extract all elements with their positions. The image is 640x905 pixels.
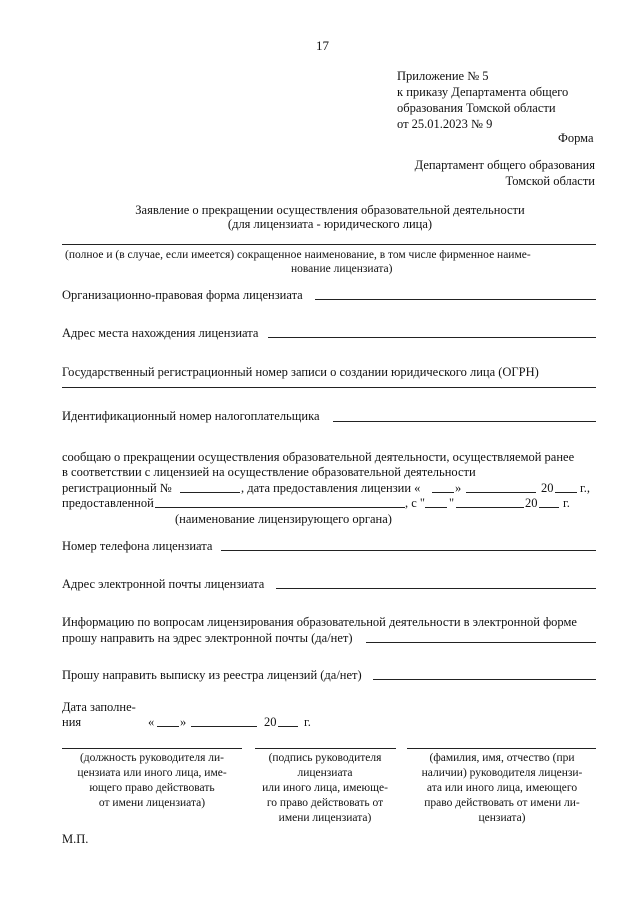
- page-number: 17: [316, 38, 329, 53]
- statement-line-1: сообщаю о прекращении осуществления образовательной деятельности, осуществляемой ранее: [62, 450, 575, 464]
- from-day-field[interactable]: [425, 507, 447, 508]
- position-caption-line: (должность руководителя ли-: [79, 752, 225, 764]
- signature-caption-line: имени лицензиата): [278, 812, 372, 824]
- org-form-field[interactable]: [315, 299, 596, 300]
- reg-number-field[interactable]: [180, 492, 240, 493]
- from-year-field[interactable]: [539, 507, 559, 508]
- phone-field[interactable]: [221, 550, 596, 551]
- signature-caption-line: го право действовать от: [266, 797, 384, 809]
- fill-year-prefix: 20: [264, 715, 277, 729]
- full-name-caption-line: ата или иного лица, имеющего: [426, 782, 578, 794]
- ogrn-label: Государственный регистрационный номер записи о создании юридического лица (ОГРН): [62, 365, 539, 379]
- position-signature-field[interactable]: [62, 748, 242, 749]
- statement-line-2: в соответствии с лицензией на осуществление образовательной деятельности: [62, 465, 476, 479]
- info-request-line-2: прошу направить на эдрес электронной почты (да/нет): [62, 631, 353, 645]
- license-year-prefix: 20: [541, 481, 554, 495]
- document-title: Заявление о прекращении осуществления образовательной деятельности: [135, 203, 525, 217]
- ogrn-field[interactable]: [62, 387, 596, 388]
- fill-month-field[interactable]: [191, 726, 257, 727]
- from-month-field[interactable]: [456, 507, 524, 508]
- inn-field[interactable]: [333, 421, 596, 422]
- full-name-caption-line: наличии) руководителя лицензи-: [421, 767, 583, 779]
- position-caption: [58, 751, 246, 811]
- fill-date-open-quote: «: [148, 715, 155, 729]
- licensee-name-field[interactable]: [62, 244, 596, 245]
- license-year-suffix: г.,: [580, 481, 590, 495]
- license-month-field[interactable]: [466, 492, 536, 493]
- info-request-field[interactable]: [366, 642, 596, 643]
- phone-label: Номер телефона лицензиата: [62, 539, 213, 553]
- inn-label: Идентификационный номер налогоплательщика: [62, 409, 320, 423]
- email-label: Адрес электронной почты лицензиата: [62, 577, 265, 591]
- fill-date-close-quote: »: [180, 715, 187, 729]
- fill-year-field[interactable]: [278, 726, 298, 727]
- reg-number-label: регистрационный №: [62, 481, 172, 495]
- provided-label: предоставленной: [62, 496, 154, 510]
- fill-day-field[interactable]: [157, 726, 179, 727]
- email-field[interactable]: [276, 588, 596, 589]
- full-name-caption-line: (фамилия, имя, отчество (при: [429, 752, 575, 764]
- fill-date-label-1: Дата заполне-: [62, 700, 136, 714]
- annex-line-2: к приказу Департамента общего: [397, 85, 569, 99]
- license-day-field[interactable]: [432, 492, 454, 493]
- full-name-caption: [403, 751, 601, 826]
- fill-date-label-2: ния: [62, 715, 82, 729]
- name-caption-line-1: (полное и (в случае, если имеется) сокращенное наименование, в том числе фирменное наиме-: [65, 249, 531, 261]
- address-field[interactable]: [268, 337, 596, 338]
- annex-line-3: образования Томской области: [397, 101, 556, 115]
- license-year-field[interactable]: [555, 492, 577, 493]
- full-name-field[interactable]: [407, 748, 596, 749]
- from-day-close-quote: ": [449, 496, 455, 510]
- extract-label: Прошу направить выписку из реестра лицензий (да/нет): [62, 668, 362, 682]
- addressee-line-1: Департамент общего образования: [414, 158, 595, 172]
- signature-caption: [250, 751, 400, 826]
- fill-year-suffix: г.: [304, 715, 311, 729]
- authority-caption: (наименование лицензирующего органа): [175, 512, 392, 526]
- name-caption-line-2: нование лицензиата): [291, 263, 393, 275]
- from-year-prefix: 20: [525, 496, 538, 510]
- addressee-line-2: Томской области: [505, 174, 595, 188]
- from-date-label: , с ": [405, 496, 426, 510]
- license-date-label: , дата предоставления лицензии «: [241, 481, 421, 495]
- license-day-close-quote: »: [455, 481, 462, 495]
- full-name-caption-line: цензиата): [478, 812, 526, 824]
- signature-caption-line: (подпись руководителя: [268, 752, 382, 764]
- address-label: Адрес места нахождения лицензиата: [62, 326, 259, 340]
- stamp-label: М.П.: [62, 832, 89, 846]
- info-request-line-1: Информацию по вопросам лицензирования образовательной деятельности в электронной форме: [62, 615, 577, 629]
- document-subtitle: (для лицензиата - юридического лица): [227, 217, 433, 231]
- signature-caption-line: лицензиата: [297, 767, 353, 779]
- licensing-authority-field[interactable]: [155, 507, 405, 508]
- signature-caption-line: или иного лица, имеюще-: [262, 782, 388, 794]
- form-label: Форма: [558, 131, 594, 145]
- org-form-label: Организационно-правовая форма лицензиата: [62, 288, 303, 302]
- signature-field[interactable]: [255, 748, 396, 749]
- position-caption-line: от имени лицензиата): [98, 797, 206, 809]
- position-caption-line: ющего право действовать: [89, 782, 215, 794]
- extract-field[interactable]: [373, 679, 596, 680]
- annex-line-4: от 25.01.2023 № 9: [397, 117, 493, 131]
- full-name-caption-line: право действовать от имени ли-: [424, 797, 580, 809]
- annex-line-1: Приложение № 5: [397, 69, 489, 83]
- from-year-suffix: г.: [563, 496, 570, 510]
- position-caption-line: цензиата или иного лица, име-: [77, 767, 227, 779]
